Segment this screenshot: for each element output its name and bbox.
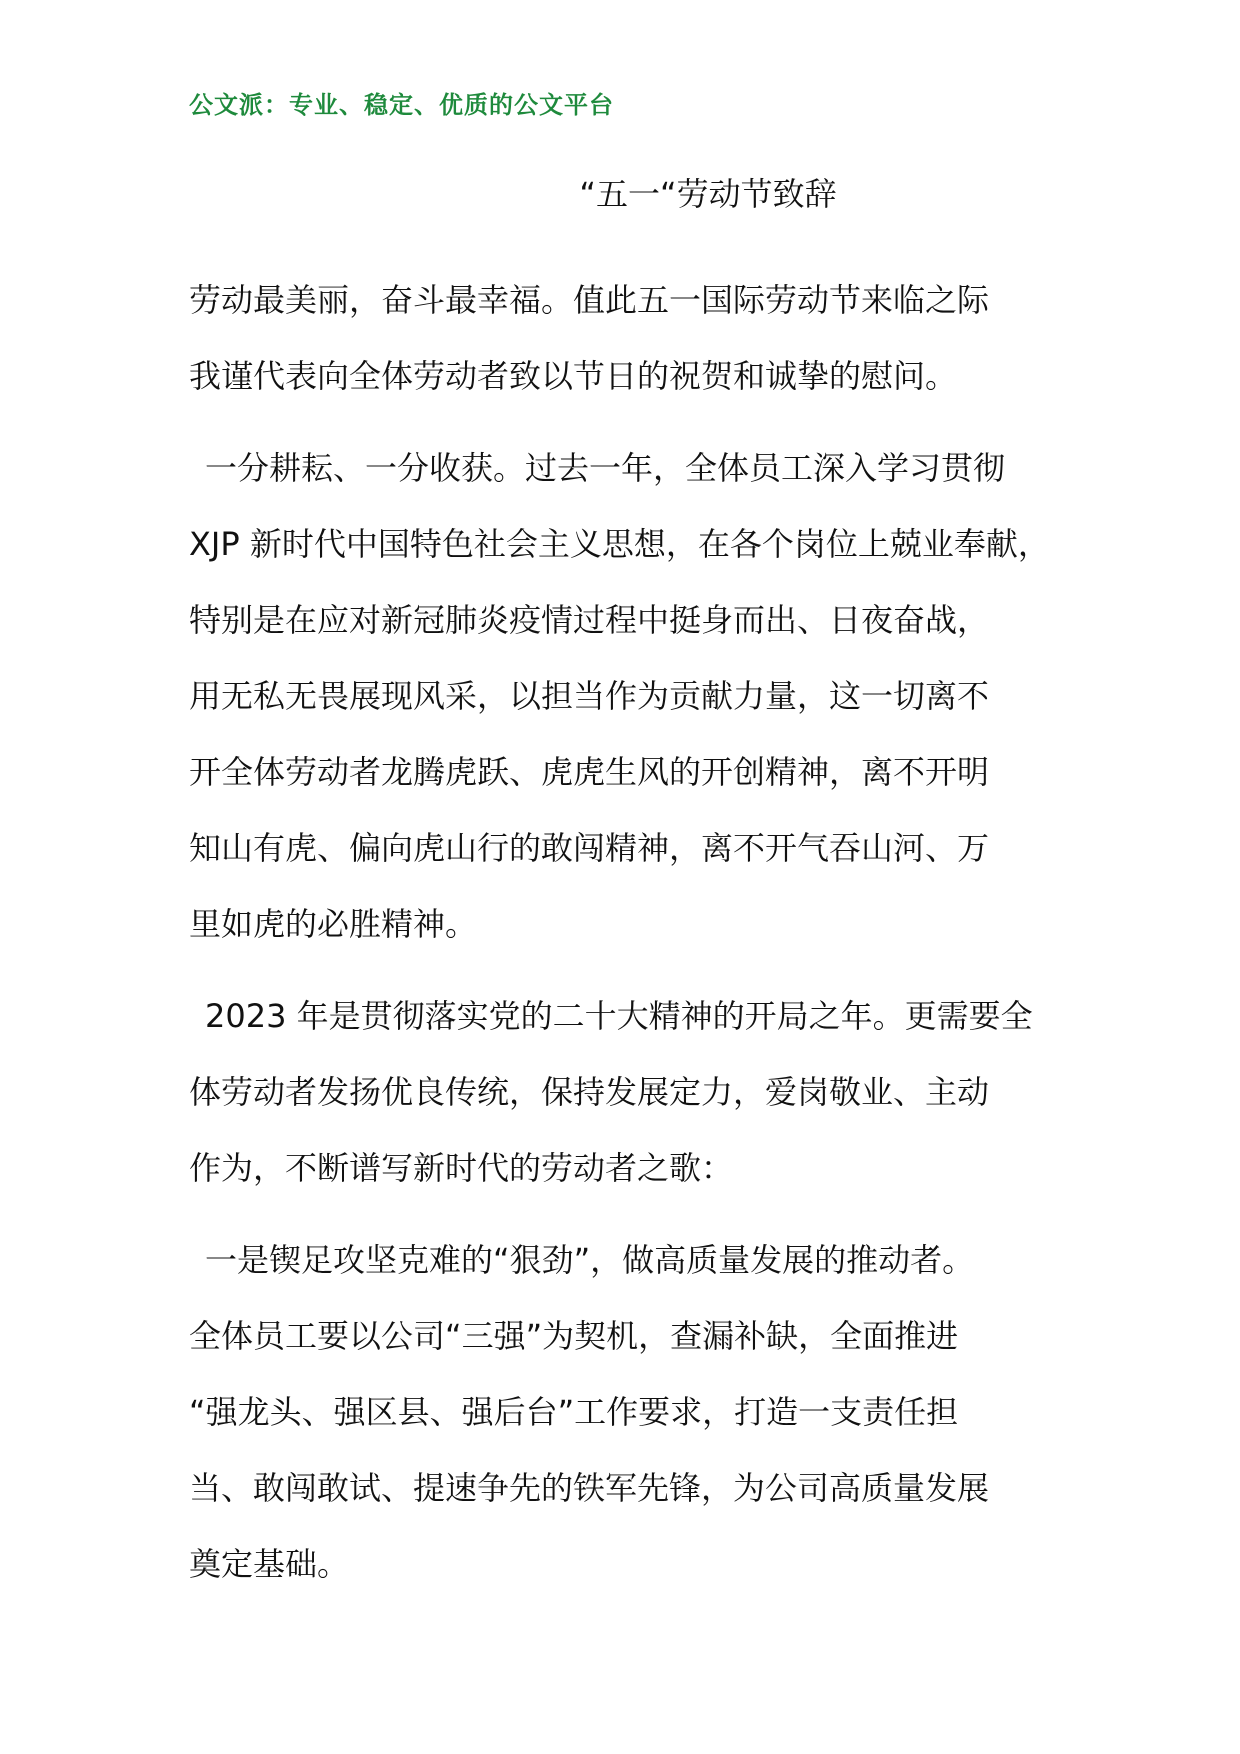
document-body (189, 262, 1089, 1618)
paragraph-3 (189, 978, 1089, 1206)
paragraph-1 (189, 262, 1089, 414)
paragraph-line: 我谨代表向全体劳动者致以节日的祝贺和诚挚的慰问。 (189, 357, 958, 395)
paragraph-line: 全体员工要以公司“三强”为契机，查漏补缺，全面推进 (189, 1317, 959, 1355)
paragraph-line: 用无私无畏展现风采，以担当作为贡献力量，这一切离不 (189, 677, 990, 715)
paragraph-line: 劳动最美丽，奋斗最幸福。值此五一国际劳动节来临之际 (189, 281, 990, 319)
paragraph-line: 一是锲足攻坚克难的“狠劲”，做高质量发展的推动者。 (205, 1241, 975, 1279)
paragraph-line: 作为，不断谱写新时代的劳动者之歌： (189, 1149, 734, 1187)
paragraph-line: 体劳动者发扬优良传统，保持发展定力，爱岗敬业、主动 (189, 1073, 990, 1111)
paragraph-line: 知山有虎、偏向虎山行的敢闯精神，离不开气吞山河、万 (189, 829, 990, 867)
paragraph-line: 特别是在应对新冠肺炎疫情过程中挺身而出、日夜奋战， (189, 601, 990, 639)
header-banner: 公文派：专业、稳定、优质的公文平台 (189, 91, 614, 119)
paragraph-line: 2023 年是贯彻落实党的二十大精神的开局之年。更需要全 (205, 997, 1033, 1035)
document-title-text: “五一“劳动节致辞 (579, 175, 837, 213)
paragraph-line: “强龙头、强区县、强后台”工作要求，打造一支责任担 (189, 1393, 959, 1431)
paragraph-4 (189, 1222, 1089, 1602)
paragraph-line: 一分耕耘、一分收获。过去一年，全体员工深入学习贯彻 (205, 449, 1006, 487)
paragraph-line: 开全体劳动者龙腾虎跃、虎虎生风的开创精神，离不开明 (189, 753, 990, 791)
paragraph-line: 当、敢闯敢试、提速争先的铁军先锋，为公司高质量发展 (189, 1469, 990, 1507)
document-title (0, 172, 1240, 216)
paragraph-line: 里如虎的必胜精神。 (189, 905, 478, 943)
paragraph-line: XJP 新时代中国特色社会主义思想，在各个岗位上兢业奉献， (189, 525, 1050, 563)
paragraph-2 (189, 430, 1089, 962)
paragraph-line: 奠定基础。 (189, 1545, 350, 1583)
